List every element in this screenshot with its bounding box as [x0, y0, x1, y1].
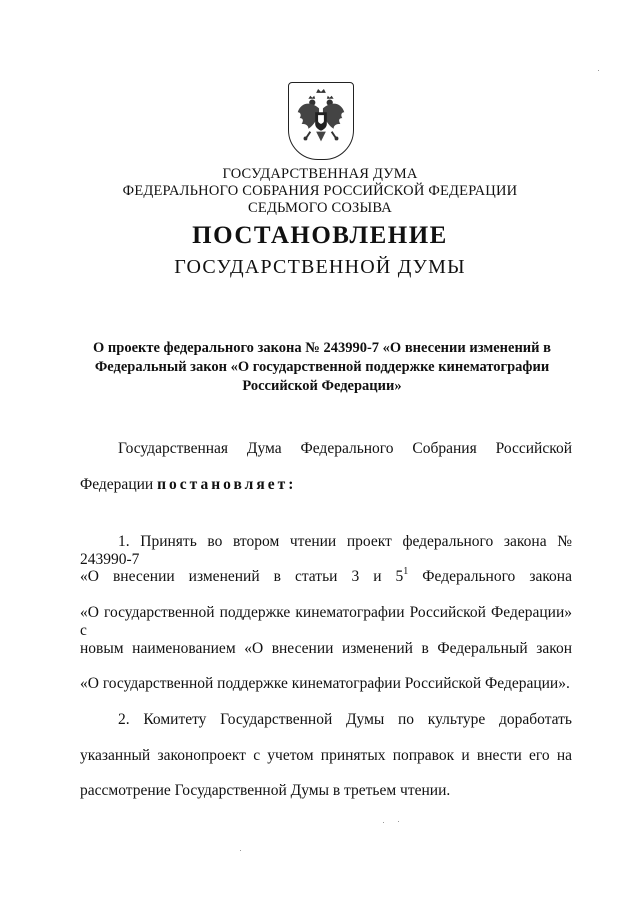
item-2-line: 2. Комитету Государственной Думы по культуре доработать [118, 711, 572, 728]
subject-line: Российской Федерации» [242, 378, 402, 394]
preamble-subject: Федерации [80, 476, 154, 493]
subject-line: Федеральный закон «О государственной поддержке кинематографии [94, 359, 550, 375]
item-1-line: 1. Принять во втором чтении проект федерального закона № 243990-7 [80, 533, 572, 568]
preamble-action: постановляет: [157, 476, 297, 493]
item-1-line [80, 568, 572, 586]
item-2-line: указанный законопроект с учетом принятых поправок и внести его на [80, 747, 572, 764]
issuer-header [0, 166, 640, 217]
scan-speck [383, 822, 384, 823]
item-1-line: новым наименованием «О внесении изменений в Федеральный закон [80, 640, 572, 657]
header-line-assembly: ФЕДЕРАЛЬНОГО СОБРАНИЯ РОССИЙСКОЙ ФЕДЕРАЦИИ [122, 183, 518, 199]
scan-speck [598, 70, 599, 71]
document-issuer-title: ГОСУДАРСТВЕННОЙ ДУМЫ [174, 256, 466, 278]
preamble-line: Государственная Дума Федерального Собрания Российской [118, 440, 572, 457]
subject-line: О проекте федерального закона № 243990-7 «О внесении изменений в [93, 340, 551, 356]
double-headed-eagle-icon [289, 83, 353, 159]
superscript-marker: 1 [403, 566, 409, 577]
item-1-line: «О государственной поддержке кинематографии Российской Федерации». [80, 675, 570, 692]
coat-of-arms-emblem [288, 82, 354, 160]
item-1-line: «О государственной поддержке кинематографии Российской Федерации» с [80, 604, 572, 639]
header-line-duma: ГОСУДАРСТВЕННАЯ ДУМА [222, 166, 418, 182]
item-2-line: рассмотрение Государственной Думы в третьем чтении. [80, 782, 451, 799]
item-1-text: «О внесении изменений в статьи 3 и 5 [80, 568, 404, 585]
scan-speck [398, 821, 399, 822]
header-line-convocation: СЕДЬМОГО СОЗЫВА [248, 200, 392, 216]
scan-speck [240, 850, 241, 851]
document-type-title: ПОСТАНОВЛЕНИЕ [192, 222, 448, 249]
document-subject [80, 339, 564, 396]
preamble-line [80, 476, 572, 494]
item-1-text: Федерального закона [422, 568, 572, 585]
